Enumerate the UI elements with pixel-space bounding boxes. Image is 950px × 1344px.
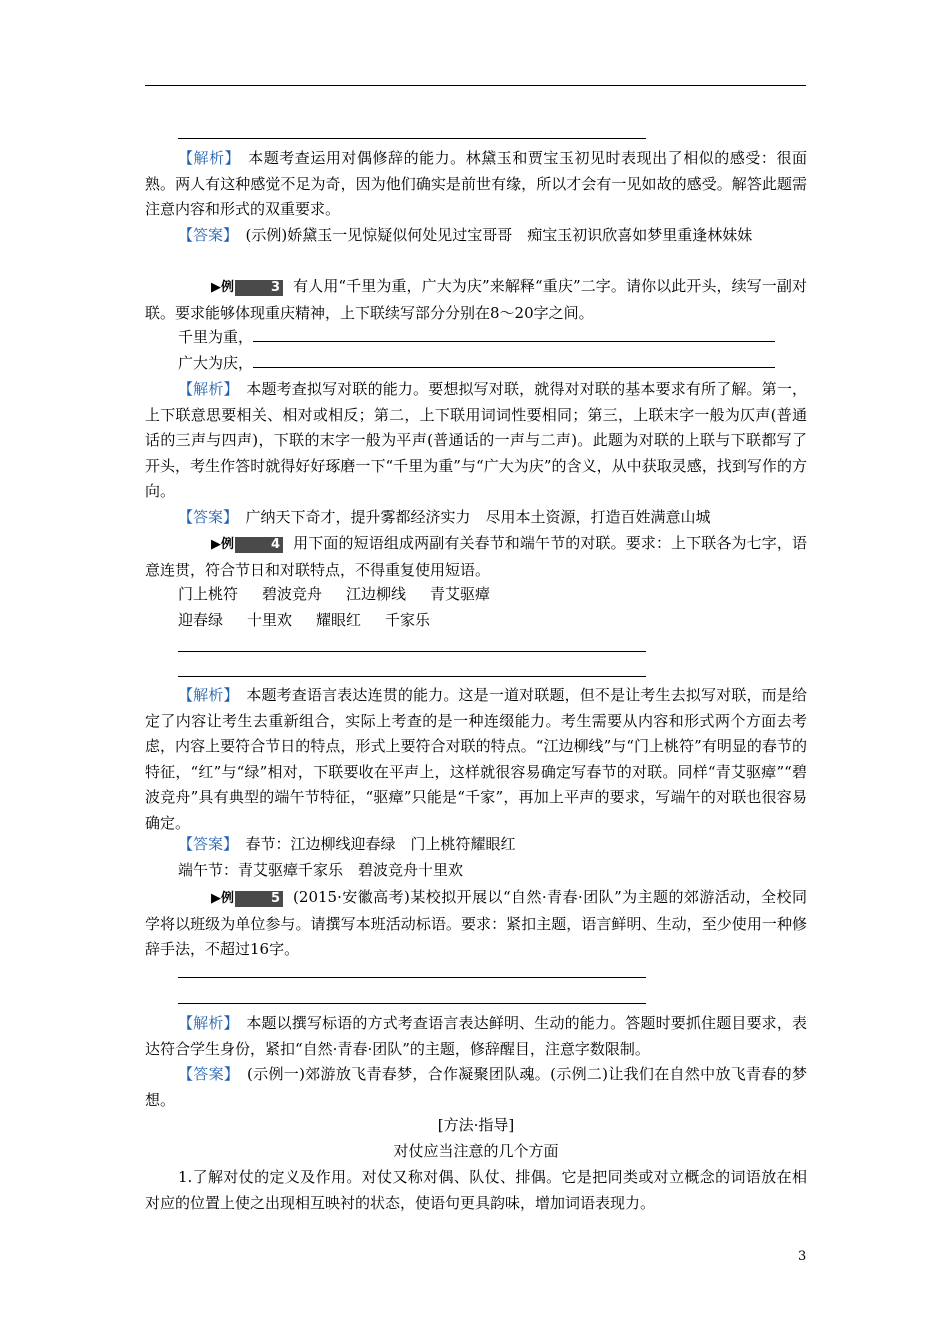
phrase: 碧波竞舟 xyxy=(262,585,323,603)
example-5-text: (2015·安徽高考)某校拟开展以“自然·青春·团队”为主题的郊游活动，全校同学将以班级为单位参与。请撰写本班活动标语。要求：紧扣主题，语言鲜明、生动，至少使用一种修辞手法，不超过16字。 xyxy=(145,888,807,959)
answer-tag: 【答案】 xyxy=(178,835,231,853)
answer-block-1 xyxy=(145,223,807,249)
answer-tag: 【答案】 xyxy=(178,226,231,244)
fill-line xyxy=(253,327,775,342)
answer-block-6b: 端午节：青艾驱瘴千家乐 碧波竞舟十里欢 xyxy=(178,861,464,879)
example-marker: ▶例 4 xyxy=(178,532,283,558)
method-title: [方法·指导] xyxy=(437,1116,515,1134)
answer-blank-line xyxy=(178,977,646,978)
analysis-tag: 【解析】 xyxy=(178,1014,232,1032)
answer-blank-line xyxy=(178,651,646,652)
method-paragraph-1: 1.了解对仗的定义及作用。对仗又称对偶、队仗、排偶。它是把同类或对立概念的词语放在相对应的位置上使之出现相互映衬的状态，使语句更具韵味，增加词语表现力。 xyxy=(145,1168,807,1212)
example-3-fill-1: 千里为重， xyxy=(145,325,807,351)
answer-blank-line xyxy=(178,1003,646,1004)
example-3-fill-2: 广大为庆， xyxy=(145,351,807,377)
analysis-block-7 xyxy=(145,1011,807,1062)
example-5 xyxy=(145,885,807,963)
phrase: 迎春绿 xyxy=(178,611,224,629)
analysis-tag: 【解析】 xyxy=(178,380,232,398)
answer-tag: 【答案】 xyxy=(178,508,231,526)
analysis-text: 本题考查语言表达连贯的能力。这是一道对联题，但不是让考生去拟写对联，而是给定了内容让考生去重新组合，实际上考查的是一种连缀能力。考生需要从内容和形式两个方面去考虑，内容上要符合节日的特点，形式上要符合对联的特点。“江边柳线”与“门上桃符”有明显的春节的特征，“红”与“绿”相对，下联要收在平声上，这样就很容易确定写春节的对联。同样“青艾驱瘴”“碧波竞舟”具有典型的端午节特征，“驱瘴”只能是“千家”，再加上平声的要求，写端午的对联也很容易确定。 xyxy=(145,686,807,832)
analysis-text: 本题考查运用对偶修辞的能力。林黛玉和贾宝玉初见时表现出了相似的感受：很面熟。两人有这种感觉不足为奇，因为他们确实是前世有缘，所以才会有一见如故的感受。解答此题需注意内容和形式的双重要求。 xyxy=(145,149,807,219)
example-3-text: 有人用“千里为重，广大为庆”来解释“重庆”二字。请你以此开头，续写一副对联。要求能够体现重庆精神，上下联续写部分分别在8～20字之间。 xyxy=(145,277,807,322)
example-marker: ▶例 5 xyxy=(178,886,283,912)
phrase: 青艾驱瘴 xyxy=(430,585,491,603)
example-4-text: 用下面的短语组成两副有关春节和端午节的对联。要求：上下联各为七字，语意连贯，符合节日和对联特点，不得重复使用短语。 xyxy=(145,534,807,579)
phrase: 十里欢 xyxy=(247,611,293,629)
answer-blank-line xyxy=(178,676,646,677)
analysis-text: 本题考查拟写对联的能力。要想拟写对联，就得对对联的基本要求有所了解。第一，上下联意思要相关、相对或相反；第二，上下联用词词性要相同；第三，上联末字一般为仄声(普通话的三声与四声)，下联的末字一般为平声(普通话的一声与二声)。此题为对联的上联与下联都写了开头，考生作答时就得好好琢磨一下“千里为重”与“广大为庆”的含义，从中获取灵感，找到写作的方向。 xyxy=(145,380,807,501)
answer-block-4 xyxy=(145,505,807,531)
header-rule xyxy=(145,85,806,86)
answer-text: 广纳天下奇才，提升雾都经济实力 尽用本土资源，打造百姓满意山城 xyxy=(245,508,711,526)
answer-blank-line xyxy=(178,138,646,139)
example-3 xyxy=(145,274,807,326)
example-marker: ▶例 3 xyxy=(178,275,283,301)
page-number: 3 xyxy=(798,1249,807,1264)
phrase: 门上桃符 xyxy=(178,585,239,603)
analysis-tag: 【解析】 xyxy=(178,149,233,167)
fill-line xyxy=(253,353,775,368)
phrase-row-2 xyxy=(145,608,807,634)
analysis-text: 本题以撰写标语的方式考查语言表达鲜明、生动的能力。答题时要抓住题目要求，表达符合学生身份，紧扣“自然·青春·团队”的主题，修辞醒目，注意字数限制。 xyxy=(145,1014,807,1058)
example-4 xyxy=(145,531,807,583)
method-subtitle: 对仗应当注意的几个方面 xyxy=(393,1142,559,1160)
analysis-block-5 xyxy=(145,683,807,837)
answer-block-8 xyxy=(145,1062,807,1113)
phrase: 千家乐 xyxy=(385,611,431,629)
answer-tag: 【答案】 xyxy=(178,1065,232,1083)
phrase: 江边柳线 xyxy=(346,585,407,603)
phrase-row-1 xyxy=(145,582,807,608)
answer-text: 春节：江边柳线迎春绿 门上桃符耀眼红 xyxy=(245,835,516,853)
answer-text: (示例一)郊游放飞青春梦，合作凝聚团队魂。(示例二)让我们在自然中放飞青春的梦想。 xyxy=(145,1065,807,1109)
answer-block-6 xyxy=(145,832,807,858)
analysis-block-1 xyxy=(145,146,807,223)
analysis-tag: 【解析】 xyxy=(178,686,232,704)
answer-text: (示例)娇黛玉一见惊疑似何处见过宝哥哥 痴宝玉初识欣喜如梦里重逢林妹妹 xyxy=(245,226,753,244)
analysis-block-3 xyxy=(145,377,807,505)
phrase: 耀眼红 xyxy=(316,611,362,629)
